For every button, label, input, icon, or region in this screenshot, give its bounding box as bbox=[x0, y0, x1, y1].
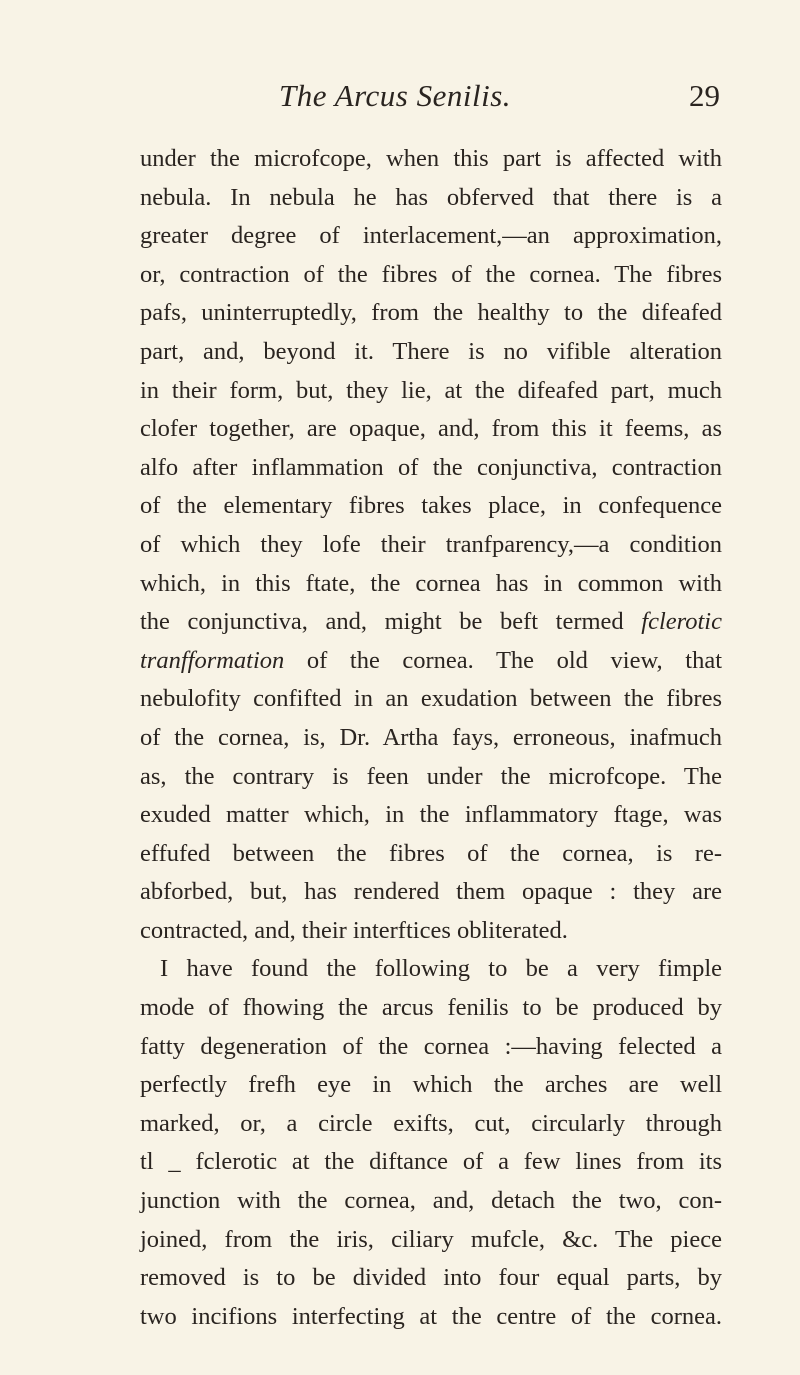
text-line: alfo after inflammation of the conjunctiva, contraction bbox=[140, 453, 722, 481]
text-line: of the elementary fibres takes place, in confequence bbox=[140, 492, 722, 520]
text-segment: of the cornea. The old view, that bbox=[306, 646, 722, 674]
text-line: joined, from the iris, ciliary mufcle, &c. The piece bbox=[140, 1225, 722, 1253]
text-line-with-italic bbox=[140, 603, 722, 642]
text-line: which, in this ftate, the cornea has in common with bbox=[140, 569, 722, 597]
body-text bbox=[140, 140, 722, 1336]
text-line: nebula. In nebula he has obferved that there is a bbox=[140, 183, 722, 211]
text-line: effufed between the fibres of the cornea, is re- bbox=[140, 839, 722, 867]
text-line: or, contraction of the fibres of the cornea. The fibres bbox=[140, 260, 722, 288]
italic-phrase: fclerotic bbox=[641, 608, 722, 636]
text-line: tl _ fclerotic at the diftance of a few lines from its bbox=[140, 1148, 722, 1176]
italic-phrase: tranfformation bbox=[140, 646, 285, 674]
text-line: as, the contrary is feen under the microfcope. The bbox=[140, 762, 722, 790]
text-line: marked, or, a circle exifts, cut, circularly through bbox=[140, 1109, 722, 1137]
text-line: nebulofity confifted in an exudation between the fibres bbox=[140, 685, 722, 713]
text-line: of which they lofe their tranfparency,—a condition bbox=[140, 530, 722, 558]
text-line: under the microfcope, when this part is affected with bbox=[140, 145, 722, 172]
text-line: two incifions interfecting at the centre of the cornea. bbox=[140, 1302, 722, 1330]
text-line: mode of fhowing the arcus fenilis to be produced by bbox=[140, 994, 722, 1022]
text-line: abforbed, but, has rendered them opaque : they are bbox=[140, 878, 722, 906]
text-line: of the cornea, is, Dr. Artha fays, erroneous, inafmuch bbox=[140, 723, 722, 751]
text-line: perfectly frefh eye in which the arches are well bbox=[140, 1071, 722, 1099]
text-line-with-italic bbox=[140, 642, 722, 681]
text-line: junction with the cornea, and, detach the two, con- bbox=[140, 1187, 722, 1215]
text-line: removed is to be divided into four equal parts, by bbox=[140, 1264, 722, 1292]
text-line: pafs, uninterruptedly, from the healthy to the difeafed bbox=[140, 299, 722, 327]
text-line: greater degree of interlacement,—an approximation, bbox=[140, 222, 722, 250]
text-line: exuded matter which, in the inflammatory ftage, was bbox=[140, 801, 722, 829]
text-line: I have found the following to be a very fimple bbox=[160, 955, 722, 983]
page-number: 29 bbox=[689, 78, 720, 113]
text-line: fatty degeneration of the cornea :—having felected a bbox=[140, 1032, 722, 1060]
running-head bbox=[140, 78, 720, 118]
text-segment: the conjunctiva, and, might be beft termed bbox=[140, 608, 624, 636]
text-line: contracted, and, their interftices obliterated. bbox=[140, 916, 568, 944]
running-title: The Arcus Senilis. bbox=[278, 78, 512, 113]
text-line: part, and, beyond it. There is no vifible alteration bbox=[140, 337, 722, 365]
text-line: clofer together, are opaque, and, from this it feems, as bbox=[140, 415, 722, 443]
text-line: in their form, but, they lie, at the difeafed part, much bbox=[140, 376, 722, 404]
